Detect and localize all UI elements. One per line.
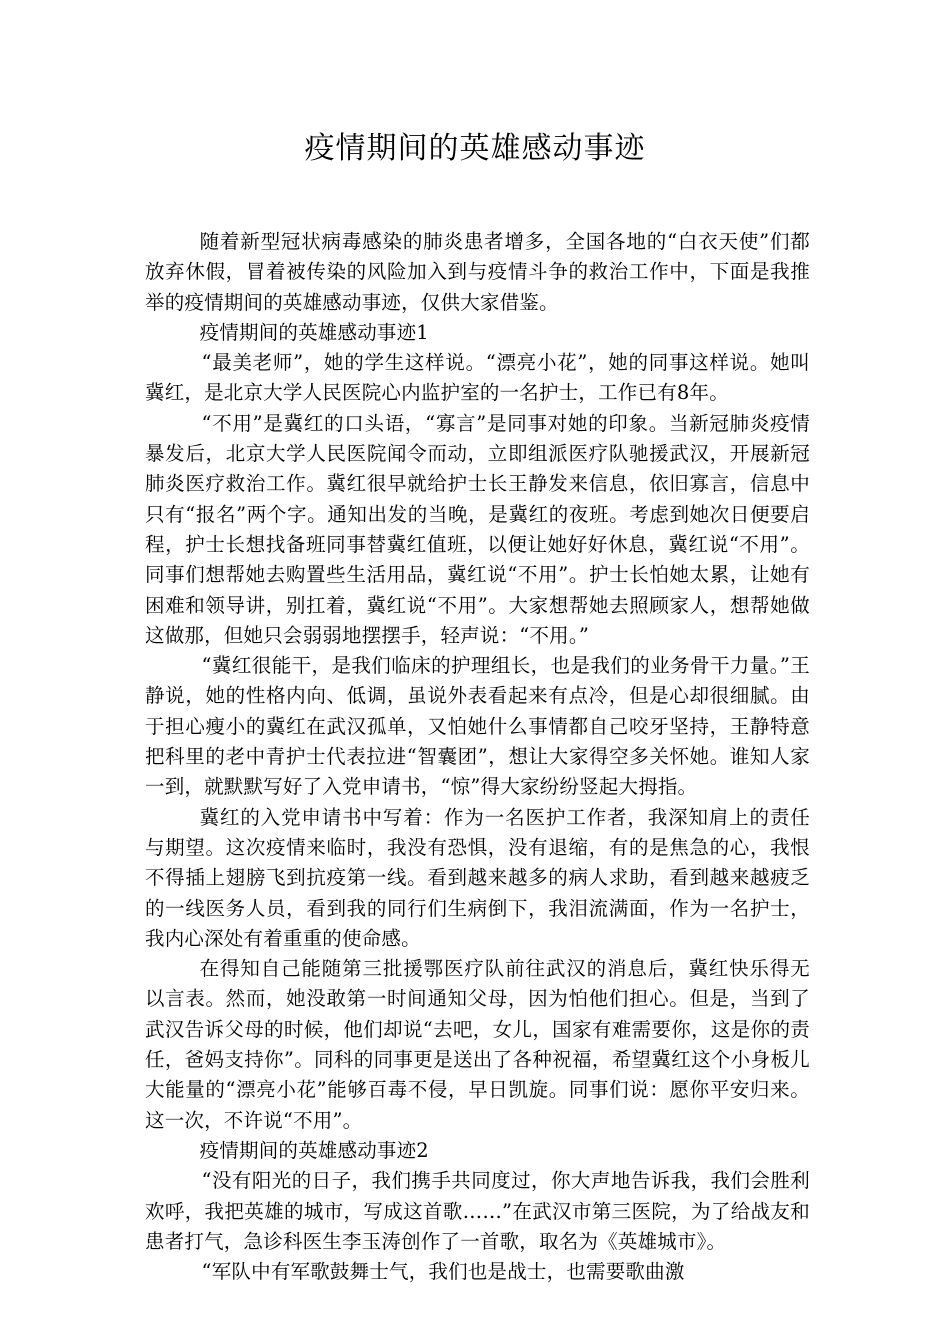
document-title: 疫情期间的英雄感动事迹 (304, 131, 646, 166)
body-paragraph: 在得知自己能随第三批援鄂医疗队前往武汉的消息后，冀红快乐得无以言表。然而，她没敢第一时间通知父母，因为怕他们担心。但是，当到了武汉告诉父母的时候，他们却说“去吧，女儿，国家有难需要你，这是你的责任，爸妈支持你”。同科的同事更是送出了各种祝福，希望冀红这个小身板儿大能量的“漂亮小花”能够百毒不侵，早日凯旋。同事们说：愿你平安归来。这一次，不许说“不用”。 (145, 957, 810, 1132)
body-paragraph: “不用”是冀红的口头语，“寡言”是同事对她的印象。当新冠肺炎疫情暴发后，北京大学人民医院闻令而动，立即组派医疗队驰援武汉，开展新冠肺炎医疗救治工作。冀红很早就给护士长王静发来信息，依旧寡言，信息中只有“报名”两个字。通知出发的当晚，是冀红的夜班。考虑到她次日便要启程，护士长想找备班同事替冀红值班，以便让她好好休息，冀红说“不用”。同事们想帮她去购置些生活用品，冀红说“不用”。护士长怕她太累，让她有困难和领导讲，别扛着，冀红说“不用”。大家想帮她去照顾家人，想帮她做这做那，但她只会弱弱地摆摆手，轻声说：“不用。” (145, 411, 810, 647)
body-paragraph: “军队中有军歌鼓舞士气，我们也是战士，也需要歌曲激 (201, 1260, 685, 1284)
section-heading-1: 疫情期间的英雄感动事迹1 (199, 320, 429, 344)
body-paragraph: “冀红很能干，是我们临床的护理组长，也是我们的业务骨干力量。”王静说，她的性格内向、低调，虽说外表看起来有点冷，但是心却很细腻。由于担心瘦小的冀红在武汉孤单，又怕她什么事情都自己咬牙坚持，王静特意把科里的老中青护士代表拉进“智囊团”，想让大家得空多关怀她。谁知人家一到，就默默写好了入党申请书，“惊”得大家纷纷竖起大拇指。 (145, 654, 810, 799)
body-paragraph: “没有阳光的日子，我们携手共同度过，你大声地告诉我，我们会胜利欢呼，我把英雄的城市，写成这首歌……”在武汉市第三医院，为了给战友和患者打气，急诊科医生李玉涛创作了一首歌，取名为《英雄城市》。 (145, 1169, 810, 1253)
section-heading-2: 疫情期间的英雄感动事迹2 (199, 1138, 429, 1162)
intro-paragraph: 随着新型冠状病毒感染的肺炎患者增多，全国各地的“白衣天使”们都放弃休假，冒着被传染的风险加入到与疫情斗争的救治工作中，下面是我推举的疫情期间的英雄感动事迹，仅供大家借鉴。 (145, 230, 810, 314)
body-paragraph: 冀红的入党申请书中写着：作为一名医护工作者，我深知肩上的责任与期望。这次疫情来临时，我没有恐惧，没有退缩，有的是焦急的心，我恨不得插上翅膀飞到抗疫第一线。看到越来越多的病人求助，看到越来越疲乏的一线医务人员，看到我的同行们生病倒下，我泪流满面，作为一名护士，我内心深处有着重重的使命感。 (145, 805, 810, 950)
body-paragraph: “最美老师”，她的学生这样说。“漂亮小花”，她的同事这样说。她叫冀红，是北京大学人民医院心内监护室的一名护士，工作已有8年。 (145, 351, 810, 405)
document-body (145, 227, 810, 1287)
